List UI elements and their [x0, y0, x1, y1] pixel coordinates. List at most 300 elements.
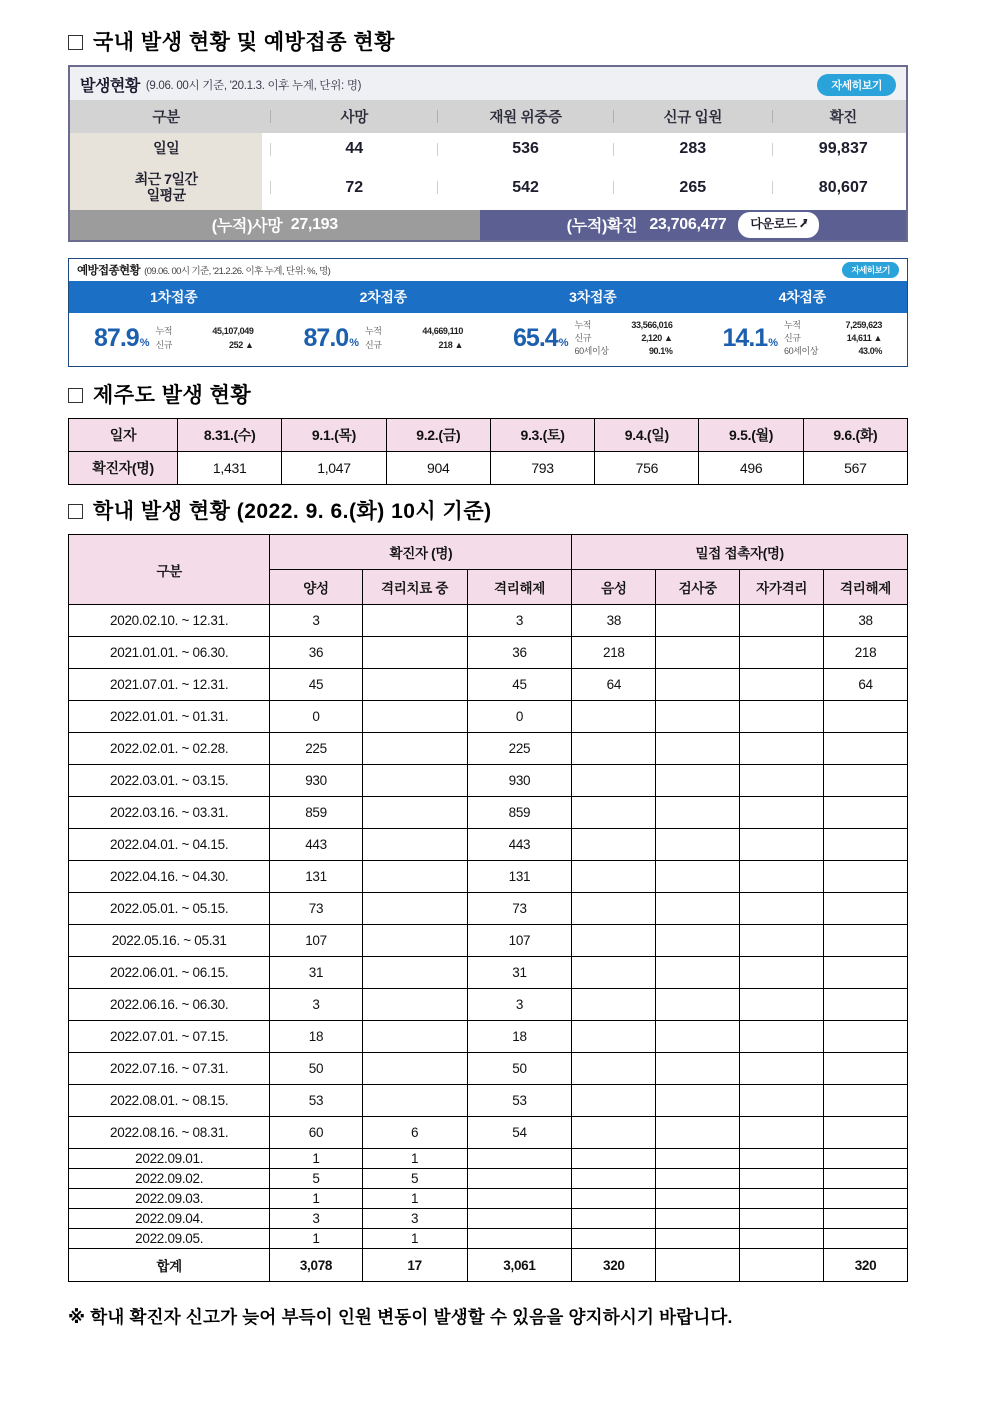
jeju-date-6: 9.6.(화) — [803, 419, 907, 452]
total-isolation-released: 3,061 — [467, 1249, 572, 1282]
footer-note: ※ 학내 확진자 신고가 늦어 부득이 인원 변동이 발생할 수 있음을 양지하시기 바랍니다. — [68, 1307, 733, 1328]
dose-2-new-label: 신규 — [364, 339, 382, 350]
cell-negative — [572, 1169, 656, 1189]
dose-2-cumulative-value: 44,669,110 — [422, 326, 463, 337]
cell-isolation-care: 5 — [362, 1169, 467, 1189]
cell-testing — [656, 829, 740, 861]
section-heading-jeju — [68, 383, 924, 408]
section-title-domestic: 국내 발생 현황 및 예방접종 현황 — [93, 31, 395, 54]
cell-contact-released — [824, 1021, 908, 1053]
row-period: 2020.02.10. ~ 12.31. — [69, 605, 270, 637]
cell-negative — [572, 1053, 656, 1085]
cell-testing — [656, 1085, 740, 1117]
row-label-daily: 일일 — [70, 133, 262, 165]
cell-testing — [656, 1229, 740, 1249]
table-row — [69, 733, 908, 765]
cell-positive: 53 — [270, 1085, 362, 1117]
jeju-date-0: 8.31.(수) — [178, 419, 282, 452]
dose-header-1: 1차접종 — [150, 288, 198, 305]
cell-positive: 225 — [270, 733, 362, 765]
dose-3-elderly-value: 90.1% — [648, 346, 673, 357]
dose-4-percent: 14.1% — [722, 324, 777, 353]
vaccination-detail-button[interactable]: 자세히보기 — [842, 262, 899, 278]
cell-negative — [572, 925, 656, 957]
col-divider — [764, 100, 781, 133]
cell-testing — [656, 765, 740, 797]
school-table-body — [69, 605, 908, 1282]
school-col-testing: 검사중 — [656, 570, 740, 605]
jeju-date-4: 9.4.(일) — [595, 419, 699, 452]
cell-contact-released — [824, 1169, 908, 1189]
school-col-isolation-care: 격리치료 중 — [362, 570, 467, 605]
download-button[interactable]: 다운로드 ⭷ — [738, 212, 819, 238]
percent-unit: % — [349, 337, 358, 350]
row-period: 2022.06.16. ~ 06.30. — [69, 989, 270, 1021]
row-period: 2022.09.04. — [69, 1209, 270, 1229]
weekly-severe-value: 542 — [446, 165, 605, 210]
total-self-isolation — [740, 1249, 824, 1282]
cell-negative — [572, 1229, 656, 1249]
cell-testing — [656, 989, 740, 1021]
school-status-table — [68, 534, 908, 1282]
section-heading-school — [68, 499, 924, 524]
cell-isolation-care — [362, 637, 467, 669]
row-period: 2022.04.16. ~ 04.30. — [69, 861, 270, 893]
dose-cell-3 — [488, 319, 698, 358]
section-heading-domestic — [68, 30, 924, 55]
cell-negative — [572, 893, 656, 925]
cell-isolation-care — [362, 893, 467, 925]
cell-testing — [656, 1149, 740, 1169]
cell-self-isolation — [740, 1021, 824, 1053]
dose-1-new-label: 신규 — [155, 339, 173, 350]
percent-unit: % — [768, 337, 777, 350]
cell-contact-released — [824, 1209, 908, 1229]
cell-isolation-care — [362, 605, 467, 637]
cell-isolation-care — [362, 669, 467, 701]
dose-1-details — [155, 325, 253, 351]
cell-contact-released — [824, 797, 908, 829]
cell-isolation-released — [467, 1229, 572, 1249]
cell-testing — [656, 925, 740, 957]
cell-contact-released — [824, 1229, 908, 1249]
row-period: 2022.07.01. ~ 07.15. — [69, 1021, 270, 1053]
vaccination-panel — [68, 258, 908, 367]
cell-isolation-released: 18 — [467, 1021, 572, 1053]
cell-isolation-care — [362, 957, 467, 989]
cell-testing — [656, 1053, 740, 1085]
cell-positive: 131 — [270, 861, 362, 893]
cell-divider — [429, 133, 446, 165]
cell-contact-released: 64 — [824, 669, 908, 701]
dose-cell-1 — [69, 319, 279, 358]
cell-self-isolation — [740, 925, 824, 957]
row-period: 2022.06.01. ~ 06.15. — [69, 957, 270, 989]
dose-4-elderly-label: 60세이상 — [783, 346, 819, 357]
cell-isolation-care — [362, 1021, 467, 1053]
cell-self-isolation — [740, 797, 824, 829]
table-row — [69, 1209, 908, 1229]
cell-contact-released: 218 — [824, 637, 908, 669]
cumulative-death-block — [70, 210, 480, 240]
cell-positive: 45 — [270, 669, 362, 701]
cell-positive: 60 — [270, 1117, 362, 1149]
total-testing — [656, 1249, 740, 1282]
dose-1-cumulative-value: 45,107,049 — [212, 326, 254, 337]
cell-divider — [605, 133, 622, 165]
cell-isolation-care — [362, 1085, 467, 1117]
school-col-self-isolation: 자가격리 — [740, 570, 824, 605]
cell-negative: 38 — [572, 605, 656, 637]
dose-4-details — [784, 319, 882, 358]
cell-self-isolation — [740, 1189, 824, 1209]
cell-isolation-released: 107 — [467, 925, 572, 957]
cell-isolation-care: 3 — [362, 1209, 467, 1229]
cell-testing — [656, 861, 740, 893]
col-divider — [429, 100, 446, 133]
cell-positive: 18 — [270, 1021, 362, 1053]
weekly-label-line2: 일평균 — [146, 186, 186, 203]
cell-self-isolation — [740, 1209, 824, 1229]
cell-self-isolation — [740, 829, 824, 861]
row-period: 2021.07.01. ~ 12.31. — [69, 669, 270, 701]
occurrence-col-confirmed: 확진 — [781, 100, 906, 133]
cell-testing — [656, 1117, 740, 1149]
section-title-school: 학내 발생 현황 (2022. 9. 6.(화) 10시 기준) — [93, 500, 492, 524]
cell-positive: 107 — [270, 925, 362, 957]
table-row — [69, 701, 908, 733]
row-period: 2022.04.01. ~ 04.15. — [69, 829, 270, 861]
cell-negative — [572, 861, 656, 893]
cell-testing — [656, 733, 740, 765]
table-row — [69, 1117, 908, 1149]
cell-testing — [656, 669, 740, 701]
cell-testing — [656, 957, 740, 989]
school-group-confirmed: 확진자 (명) — [270, 535, 572, 570]
row-period: 2022.01.01. ~ 01.31. — [69, 701, 270, 733]
dose-2-percent: 87.0% — [303, 324, 358, 353]
cell-contact-released — [824, 733, 908, 765]
cell-negative — [572, 1209, 656, 1229]
cell-isolation-released: 53 — [467, 1085, 572, 1117]
cell-isolation-care — [362, 925, 467, 957]
table-row — [69, 1053, 908, 1085]
cell-isolation-released: 0 — [467, 701, 572, 733]
cell-positive: 859 — [270, 797, 362, 829]
cell-contact-released — [824, 925, 908, 957]
cell-divider — [764, 165, 781, 210]
occurrence-detail-button[interactable]: 자세히보기 — [817, 74, 896, 96]
table-row — [69, 1169, 908, 1189]
vaccination-panel-subtitle: (09.06. 00시 기준, '21.2.26. 이후 누계, 단위: %, 명) — [144, 265, 331, 277]
cell-contact-released — [824, 701, 908, 733]
cell-negative — [572, 989, 656, 1021]
cell-self-isolation — [740, 1149, 824, 1169]
dose-2-new-row — [365, 339, 463, 352]
cell-positive: 31 — [270, 957, 362, 989]
cell-self-isolation — [740, 1085, 824, 1117]
cell-isolation-care: 1 — [362, 1229, 467, 1249]
school-col-negative: 음성 — [572, 570, 656, 605]
row-period: 2021.01.01. ~ 06.30. — [69, 637, 270, 669]
row-label-weekly-average — [70, 165, 262, 210]
table-row — [69, 957, 908, 989]
table-row — [69, 1021, 908, 1053]
occurrence-col-severe: 재원 위중증 — [446, 100, 605, 133]
total-label: 합계 — [69, 1249, 270, 1282]
occurrence-col-new-admission: 신규 입원 — [622, 100, 764, 133]
cell-testing — [656, 893, 740, 925]
cell-isolation-released: 73 — [467, 893, 572, 925]
cell-contact-released — [824, 1189, 908, 1209]
cell-negative — [572, 1085, 656, 1117]
occurrence-col-category: 구분 — [70, 100, 262, 133]
cell-positive: 73 — [270, 893, 362, 925]
cell-negative — [572, 1189, 656, 1209]
cell-isolation-released: 3 — [467, 989, 572, 1021]
dose-2-new-value: 218 ▲ — [438, 339, 463, 350]
dose-2-details — [365, 325, 463, 351]
cell-contact-released — [824, 957, 908, 989]
cumulative-confirmed-label: (누적)확진 — [566, 218, 638, 236]
jeju-row-header-label: 일자 — [69, 419, 178, 452]
school-header-row-groups — [69, 535, 908, 570]
daily-confirmed-value: 99,837 — [781, 133, 906, 165]
table-row — [69, 1189, 908, 1209]
jeju-date-1: 9.1.(목) — [282, 419, 386, 452]
cell-self-isolation — [740, 957, 824, 989]
row-period: 2022.05.16. ~ 05.31 — [69, 925, 270, 957]
weekly-confirmed-value: 80,607 — [781, 165, 906, 210]
jeju-value-2: 904 — [386, 452, 490, 485]
cell-self-isolation — [740, 701, 824, 733]
cell-isolation-released — [467, 1169, 572, 1189]
dose-3-cumulative-value: 33,566,016 — [631, 319, 673, 330]
cell-negative — [572, 701, 656, 733]
cell-negative — [572, 957, 656, 989]
jeju-value-0: 1,431 — [178, 452, 282, 485]
percent-unit: % — [139, 337, 149, 350]
cell-positive: 443 — [270, 829, 362, 861]
cumulative-confirmed-block — [480, 210, 906, 240]
jeju-value-4: 756 — [595, 452, 699, 485]
cell-positive: 0 — [270, 701, 362, 733]
dose-2-cumulative-row — [365, 325, 463, 338]
cell-isolation-released: 225 — [467, 733, 572, 765]
dose-4-cumulative-label: 누적 — [783, 319, 801, 330]
cell-positive: 50 — [270, 1053, 362, 1085]
cell-divider — [429, 165, 446, 210]
cell-contact-released — [824, 1085, 908, 1117]
dose-3-elderly-label: 60세이상 — [574, 346, 609, 357]
cell-contact-released — [824, 1149, 908, 1169]
daily-death-value: 44 — [279, 133, 429, 165]
jeju-date-5: 9.5.(월) — [699, 419, 803, 452]
cell-testing — [656, 1189, 740, 1209]
total-positive: 3,078 — [270, 1249, 362, 1282]
cell-isolation-care — [362, 1053, 467, 1085]
cell-isolation-care: 1 — [362, 1149, 467, 1169]
dose-4-new-label: 신규 — [783, 333, 801, 344]
jeju-date-3: 9.3.(토) — [490, 419, 594, 452]
table-row — [69, 605, 908, 637]
col-divider — [605, 100, 622, 133]
row-period: 2022.07.16. ~ 07.31. — [69, 1053, 270, 1085]
row-period: 2022.02.01. ~ 02.28. — [69, 733, 270, 765]
dose-3-cumulative-label: 누적 — [574, 319, 592, 330]
school-col-contact-released: 격리해제 — [824, 570, 908, 605]
checkbox-icon — [68, 35, 83, 50]
dose-3-new-value: 2,120 ▲ — [641, 333, 673, 344]
dose-3-cumulative-row — [574, 319, 672, 332]
cell-isolation-care — [362, 701, 467, 733]
occurrence-panel-subtitle: (9.06. 00시 기준, '20.1.3. 이후 누계, 단위: 명) — [145, 79, 362, 92]
jeju-value-label: 확진자(명) — [69, 452, 178, 485]
jeju-date-2: 9.2.(금) — [386, 419, 490, 452]
row-period: 2022.08.16. ~ 08.31. — [69, 1117, 270, 1149]
row-period: 2022.09.02. — [69, 1169, 270, 1189]
table-row — [69, 669, 908, 701]
vaccination-panel-header — [69, 259, 907, 281]
cell-testing — [656, 701, 740, 733]
weekly-label-line1: 최근 7일간 — [134, 171, 198, 188]
table-row — [69, 989, 908, 1021]
cell-self-isolation — [740, 1229, 824, 1249]
dose-1-cumulative-label: 누적 — [155, 326, 173, 337]
cell-isolation-released — [467, 1209, 572, 1229]
dose-header-2: 2차접종 — [359, 288, 407, 305]
dose-cell-4 — [698, 319, 908, 358]
dose-3-new-label: 신규 — [574, 333, 592, 344]
cell-testing — [656, 605, 740, 637]
dose-3-percent: 65.4% — [513, 324, 568, 353]
cell-isolation-care: 1 — [362, 1189, 467, 1209]
jeju-table — [68, 418, 908, 485]
cell-isolation-released: 50 — [467, 1053, 572, 1085]
row-period: 2022.09.05. — [69, 1229, 270, 1249]
cell-negative — [572, 1117, 656, 1149]
percent-unit: % — [558, 337, 568, 350]
dose-4-cumulative-value: 7,259,623 — [845, 319, 882, 330]
dose-4-cumulative-row — [784, 319, 882, 332]
cell-positive: 36 — [270, 637, 362, 669]
dose-2-cumulative-label: 누적 — [364, 326, 382, 337]
table-row — [69, 829, 908, 861]
cell-positive: 1 — [270, 1189, 362, 1209]
dose-header-3: 3차접종 — [569, 288, 617, 305]
cell-contact-released — [824, 765, 908, 797]
cell-isolation-released: 36 — [467, 637, 572, 669]
cell-testing — [656, 1021, 740, 1053]
jeju-value-3: 793 — [490, 452, 594, 485]
jeju-value-6: 567 — [803, 452, 907, 485]
cell-negative: 218 — [572, 637, 656, 669]
dose-cell-2 — [279, 319, 489, 358]
cell-divider — [262, 133, 279, 165]
vaccination-dose-header-row — [69, 281, 907, 313]
cell-self-isolation — [740, 637, 824, 669]
table-row — [69, 1149, 908, 1169]
row-period: 2022.03.01. ~ 03.15. — [69, 765, 270, 797]
cell-isolation-released: 31 — [467, 957, 572, 989]
cell-divider — [605, 165, 622, 210]
occurrence-panel — [68, 65, 908, 242]
dose-4-new-value: 14,611 ▲ — [846, 333, 882, 344]
cell-positive: 930 — [270, 765, 362, 797]
occurrence-header-row — [70, 100, 906, 133]
cell-contact-released — [824, 829, 908, 861]
table-row — [69, 893, 908, 925]
total-isolation-care: 17 — [362, 1249, 467, 1282]
weekly-death-value: 72 — [279, 165, 429, 210]
cell-self-isolation — [740, 861, 824, 893]
cell-isolation-released: 930 — [467, 765, 572, 797]
vaccination-dose-values-row — [69, 313, 907, 366]
cell-negative — [572, 829, 656, 861]
cell-isolation-care — [362, 989, 467, 1021]
dose-4-elderly-value: 43.0% — [858, 346, 882, 357]
daily-new-admission-value: 283 — [622, 133, 764, 165]
dose-1-new-row — [155, 339, 253, 352]
cell-testing — [656, 797, 740, 829]
dose-1-percent: 87.9% — [94, 324, 149, 353]
cumulative-confirmed-value: 23,706,477 — [649, 215, 727, 233]
jeju-header-row — [69, 419, 908, 452]
cell-contact-released: 38 — [824, 605, 908, 637]
cell-isolation-care — [362, 765, 467, 797]
cell-isolation-care — [362, 797, 467, 829]
jeju-value-1: 1,047 — [282, 452, 386, 485]
cell-contact-released — [824, 1117, 908, 1149]
row-period: 2022.03.16. ~ 03.31. — [69, 797, 270, 829]
cell-isolation-care — [362, 861, 467, 893]
total-contact-released: 320 — [824, 1249, 908, 1282]
school-group-contact: 밀접 접촉자(명) — [572, 535, 908, 570]
dose-1-cumulative-row — [155, 325, 253, 338]
cell-isolation-released: 443 — [467, 829, 572, 861]
cell-isolation-released: 859 — [467, 797, 572, 829]
total-negative: 320 — [572, 1249, 656, 1282]
jeju-value-row — [69, 452, 908, 485]
daily-severe-value: 536 — [446, 133, 605, 165]
cell-negative — [572, 765, 656, 797]
cell-contact-released — [824, 1053, 908, 1085]
cell-self-isolation — [740, 765, 824, 797]
occurrence-col-death: 사망 — [279, 100, 429, 133]
cell-testing — [656, 1209, 740, 1229]
cell-isolation-care: 6 — [362, 1117, 467, 1149]
cell-positive: 5 — [270, 1169, 362, 1189]
cell-positive: 3 — [270, 989, 362, 1021]
cell-isolation-released — [467, 1189, 572, 1209]
row-period: 2022.09.01. — [69, 1149, 270, 1169]
cell-contact-released — [824, 989, 908, 1021]
cell-contact-released — [824, 893, 908, 925]
table-row — [69, 861, 908, 893]
cell-positive: 1 — [270, 1229, 362, 1249]
col-divider — [262, 100, 279, 133]
school-col-isolation-released: 격리해제 — [467, 570, 572, 605]
row-period: 2022.09.03. — [69, 1189, 270, 1209]
jeju-value-5: 496 — [699, 452, 803, 485]
row-period: 2022.08.01. ~ 08.15. — [69, 1085, 270, 1117]
dose-3-new-row — [574, 332, 672, 345]
cell-isolation-released: 45 — [467, 669, 572, 701]
cell-self-isolation — [740, 1169, 824, 1189]
occurrence-row-weekly-average — [70, 165, 906, 210]
vaccination-panel-title: 예방접종현황 — [77, 264, 141, 277]
table-row — [69, 925, 908, 957]
